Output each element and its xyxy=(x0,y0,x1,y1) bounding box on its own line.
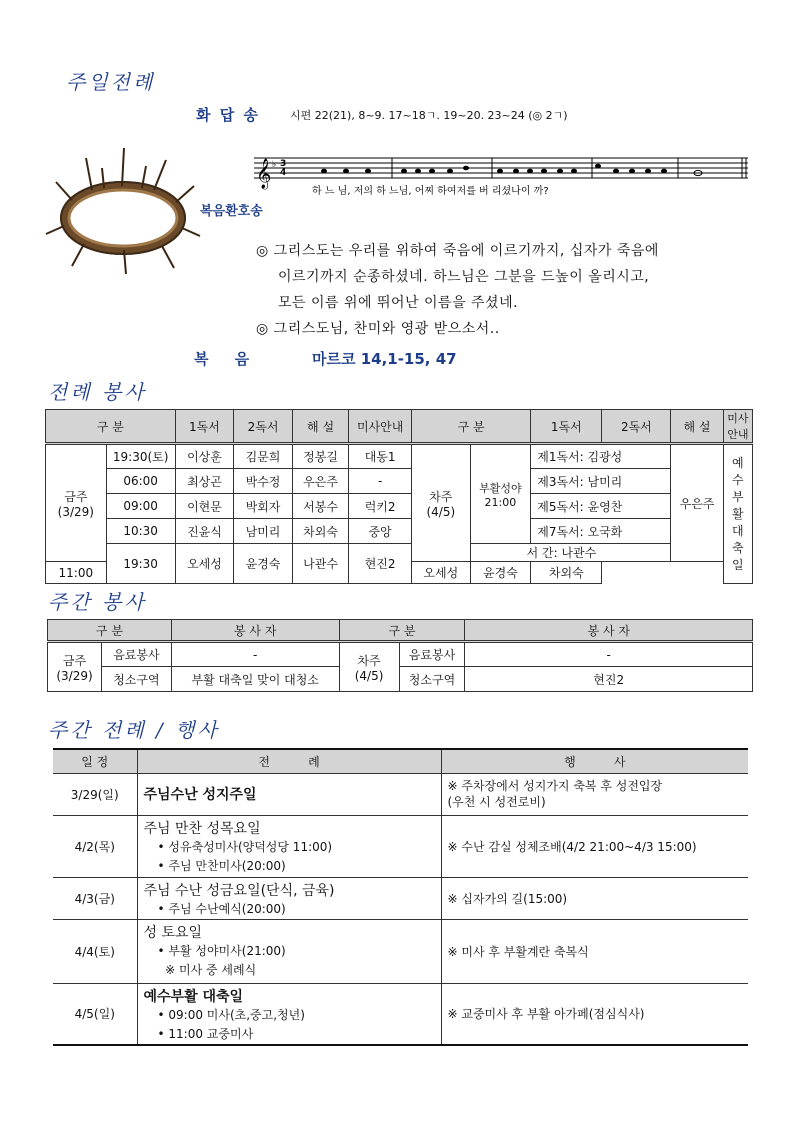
table-cell: 윤경숙 xyxy=(470,562,531,584)
table-cell: 19:30(토) xyxy=(106,444,175,469)
table-cell: 음료봉사 xyxy=(399,642,465,667)
table-cell: 박수정 xyxy=(234,469,293,494)
next-week-cell: 차주 (4/5) xyxy=(412,444,471,562)
table-cell: - xyxy=(171,642,339,667)
table-cell: 현진2 xyxy=(465,667,753,692)
table-row xyxy=(46,469,753,494)
header-cell: 1독서 xyxy=(175,410,234,444)
list-item: • 주님 만찬미사(20:00) xyxy=(157,858,286,873)
table-cell: 차외숙 xyxy=(531,562,602,584)
list-item: • 09:00 미사(초,중고,청년) xyxy=(157,1007,305,1022)
vigil-reader-cell: 제5독서: 윤영찬 xyxy=(531,494,671,519)
liturgy-cell xyxy=(137,877,441,919)
table-cell: 서봉수 xyxy=(292,494,348,519)
table-header-row xyxy=(46,410,753,444)
header-cell: 해 설 xyxy=(292,410,348,444)
header-cell: 구 분 xyxy=(48,620,172,642)
table-cell: 우은주 xyxy=(292,469,348,494)
event-text: ※ 십자가의 길(15:00) xyxy=(441,877,748,919)
table-cell: 10:30 xyxy=(106,519,175,544)
music-staff xyxy=(254,152,748,196)
table-cell: 청소구역 xyxy=(399,667,465,692)
table-cell: 남미리 xyxy=(234,519,293,544)
weekly-liturgy-heading: 주간 전례 / 행사 xyxy=(48,718,220,742)
table-row xyxy=(53,919,748,983)
header-cell: 일 정 xyxy=(53,749,137,773)
table-cell: 김문희 xyxy=(234,444,293,469)
acclamation-line: 모든 이름 위에 뛰어난 이름을 주셨네. xyxy=(278,295,519,311)
table-cell: 오세성 xyxy=(175,544,234,584)
schedule-date: 4/3(금) xyxy=(53,877,137,919)
liturgy-service-table xyxy=(45,409,753,584)
table-cell: 청소구역 xyxy=(101,667,171,692)
acclamation-line: ◎ 그리스도는 우리를 위하여 죽음에 이르기까지, 십자가 죽음에 xyxy=(256,243,659,259)
table-cell: 현진2 xyxy=(349,544,412,584)
liturgy-cell xyxy=(137,815,441,877)
table-cell: - xyxy=(349,469,412,494)
table-cell: 럭키2 xyxy=(349,494,412,519)
table-cell: 이현문 xyxy=(175,494,234,519)
liturgy-title: 주님 만찬 성목요일 xyxy=(143,820,261,837)
table-cell: 대동1 xyxy=(349,444,412,469)
sunday-liturgy-heading: 주일전례 xyxy=(66,70,156,94)
crown-of-thorns-image xyxy=(42,138,204,278)
list-item: • 11:00 교중미사 xyxy=(157,1026,254,1041)
table-row xyxy=(48,667,753,692)
table-cell: 최상곤 xyxy=(175,469,234,494)
schedule-date: 3/29(일) xyxy=(53,773,137,815)
header-cell: 행 사 xyxy=(441,749,748,773)
this-week-cell: 금주 (3/29) xyxy=(48,642,102,692)
schedule-date: 4/2(목) xyxy=(53,815,137,877)
event-text: ※ 수난 감실 성체조배(4/2 21:00~4/3 15:00) xyxy=(441,815,748,877)
gospel-reference: 마르코 14,1-15, 47 xyxy=(312,350,457,368)
header-cell: 미사안내 xyxy=(349,410,412,444)
table-cell: 오세성 xyxy=(412,562,471,584)
table-row xyxy=(46,544,753,562)
weekly-liturgy-table xyxy=(53,748,748,1046)
table-cell: 차외숙 xyxy=(292,519,348,544)
header-cell: 2독서 xyxy=(602,410,671,444)
header-cell: 전 례 xyxy=(137,749,441,773)
vigil-reader-cell: 서 간: 나관수 xyxy=(470,544,671,562)
table-header-row xyxy=(53,749,748,773)
table-cell: 09:00 xyxy=(106,494,175,519)
liturgy-title: 성 토요일 xyxy=(143,924,203,941)
table-cell: 11:00 xyxy=(46,562,107,584)
table-cell: 박회자 xyxy=(234,494,293,519)
table-row xyxy=(46,519,753,544)
svg-text:♭: ♭ xyxy=(272,160,277,170)
table-cell: 중앙 xyxy=(349,519,412,544)
table-cell: 음료봉사 xyxy=(101,642,171,667)
schedule-date: 4/4(토) xyxy=(53,919,137,983)
list-item: ※ 미사 중 세례식 xyxy=(157,962,257,977)
table-cell: 진윤식 xyxy=(175,519,234,544)
svg-text:4: 4 xyxy=(280,168,287,178)
header-cell: 1독서 xyxy=(531,410,602,444)
liturgy-cell xyxy=(137,919,441,983)
table-cell: 부활 대축일 맞이 대청소 xyxy=(171,667,339,692)
weekly-service-table xyxy=(47,619,753,692)
vigil-reader-cell: 제7독서: 오국화 xyxy=(531,519,671,544)
liturgy-cell xyxy=(137,983,441,1045)
vigil-reader-cell: 제1독서: 김광성 xyxy=(531,444,671,469)
table-row xyxy=(46,444,753,469)
acclamation-line: ◎ 그리스도님, 찬미와 영광 받으소서.. xyxy=(256,321,500,337)
table-row xyxy=(53,815,748,877)
liturgy-title: 예수부활 대축일 xyxy=(143,988,244,1005)
vigil-guide-cell: 예 수 부 활 대 축 일 xyxy=(723,444,752,584)
table-cell: 이상훈 xyxy=(175,444,234,469)
header-cell: 구 분 xyxy=(339,620,465,642)
header-cell: 구 분 xyxy=(46,410,176,444)
table-row xyxy=(53,877,748,919)
header-cell: 구 분 xyxy=(412,410,531,444)
event-text: ※ 미사 후 부활계란 축복식 xyxy=(441,919,748,983)
event-text: ※ 교중미사 후 부활 아가페(점심식사) xyxy=(441,983,748,1045)
table-cell: - xyxy=(465,642,753,667)
table-row xyxy=(53,983,748,1045)
header-cell: 봉 사 자 xyxy=(465,620,753,642)
weekly-service-heading: 주간 봉사 xyxy=(48,590,147,614)
list-item: • 부활 성야미사(21:00) xyxy=(157,943,286,958)
header-cell: 봉 사 자 xyxy=(171,620,339,642)
responsorial-reference: 시편 22(21), 8~9. 17~18ㄱ. 19~20. 23~24 (◎ 2ㄱ) xyxy=(290,109,568,122)
table-cell: 19:30 xyxy=(106,544,175,584)
table-cell: 윤경숙 xyxy=(234,544,293,584)
music-lyrics: 하 느 님, 저의 하 느님, 어찌 하여저를 버 리셨나이 까? xyxy=(312,186,549,196)
table-header-row xyxy=(48,620,753,642)
header-cell: 미사안내 xyxy=(723,410,752,444)
acclamation-text xyxy=(256,238,659,342)
list-item: • 주님 수난예식(20:00) xyxy=(157,901,286,916)
header-cell: 해 설 xyxy=(671,410,723,444)
table-cell: 정봉길 xyxy=(292,444,348,469)
gospel-label: 복 음 xyxy=(194,350,250,368)
event-text: ※ 주차장에서 성지가지 축복 후 성전입장 (우천 시 성전로비) xyxy=(441,773,748,815)
this-week-cell: 금주 (3/29) xyxy=(46,444,107,562)
liturgy-title: 주님 수난 성금요일(단식, 금육) xyxy=(143,882,335,899)
schedule-date: 4/5(일) xyxy=(53,983,137,1045)
responsorial-label: 화 답 송 xyxy=(196,106,260,124)
table-row xyxy=(46,494,753,519)
list-item: • 성유축성미사(양덕성당 11:00) xyxy=(157,839,333,854)
gospel-acclamation-label: 복음환호송 xyxy=(200,204,263,219)
header-cell: 2독서 xyxy=(234,410,293,444)
table-cell: 06:00 xyxy=(106,469,175,494)
acclamation-line: 이르기까지 순종하셨네. 하느님은 그분을 드높이 올리시고, xyxy=(278,269,650,285)
vigil-commentary-cell: 우은주 xyxy=(671,444,723,562)
liturgy-service-heading: 전례 봉사 xyxy=(48,380,147,404)
table-row xyxy=(48,642,753,667)
liturgy-title: 주님수난 성지주일 xyxy=(137,773,441,815)
table-cell: 나관수 xyxy=(292,544,348,584)
easter-vigil-cell: 부활성야 21:00 xyxy=(470,444,531,544)
next-week-cell: 차주 (4/5) xyxy=(339,642,399,692)
svg-text:3: 3 xyxy=(280,159,287,169)
table-row xyxy=(53,773,748,815)
vigil-reader-cell: 제3독서: 남미리 xyxy=(531,469,671,494)
svg-text:𝄞: 𝄞 xyxy=(256,159,272,189)
